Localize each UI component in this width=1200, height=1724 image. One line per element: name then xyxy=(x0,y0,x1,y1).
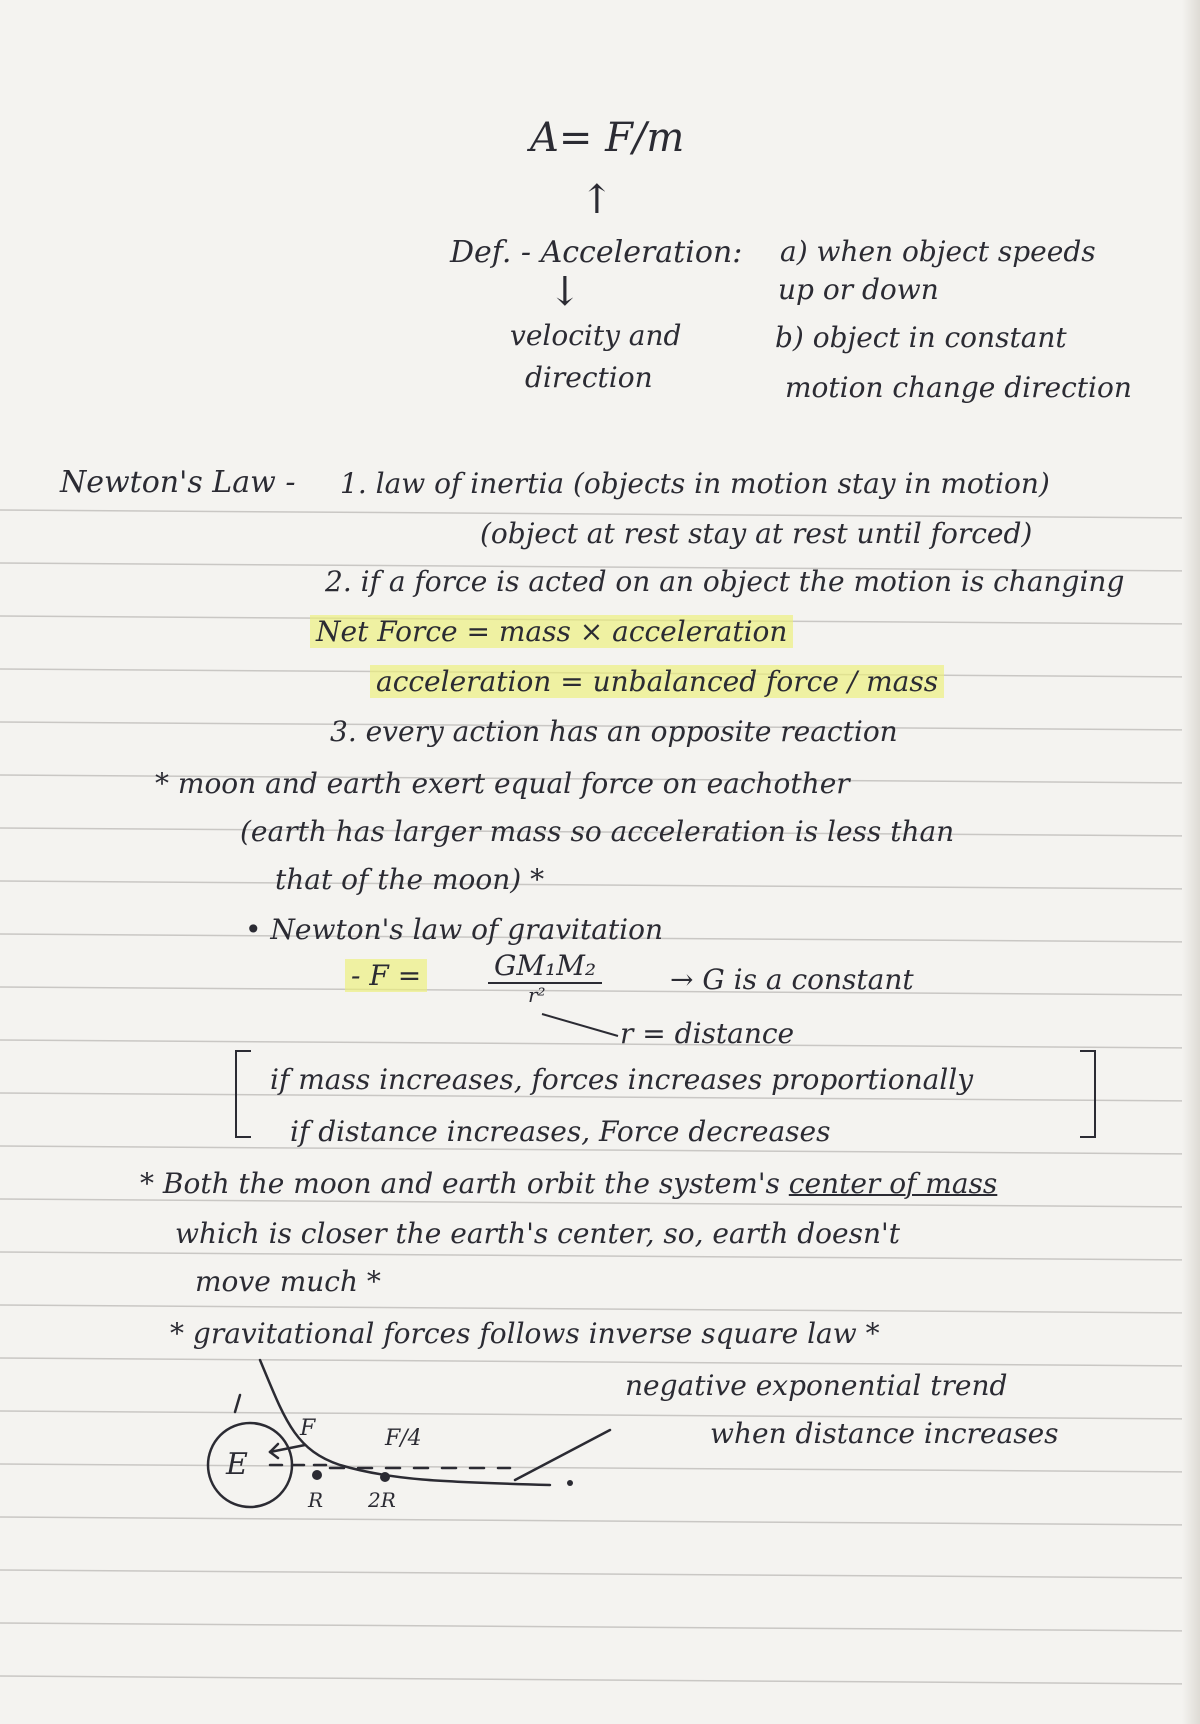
law-2: 2. if a force is acted on an object the motion is changing xyxy=(325,565,1125,598)
velocity-line2: direction xyxy=(525,361,653,394)
center-of-mass-underlined: center of mass xyxy=(788,1167,998,1200)
gravitation-formula-highlight: - F = xyxy=(345,959,427,992)
moon-note-line2: (earth has larger mass so acceleration is less than xyxy=(240,815,955,848)
gravitation-denominator: r² xyxy=(528,983,546,1007)
center-mass-line1-text: * Both the moon and earth orbit the system's xyxy=(140,1167,780,1200)
inverse-square-line: * gravitational forces follows inverse square law * xyxy=(170,1317,880,1350)
definition-b-line1: b) object in constant xyxy=(775,321,1067,354)
quarter-force-label: F/4 xyxy=(385,1426,422,1451)
gravitation-formula-prefix xyxy=(345,959,427,992)
r-pointer-line xyxy=(540,1010,620,1040)
radius-label: R xyxy=(308,1488,324,1512)
force-label: F xyxy=(300,1416,316,1441)
gravitation-heading: • Newton's law of gravitation xyxy=(245,913,664,946)
center-mass-line2: which is closer the earth's center, so, earth doesn't xyxy=(175,1217,900,1250)
proportion-line1: if mass increases, forces increases proportionally xyxy=(270,1063,974,1096)
double-radius-label: 2R xyxy=(368,1488,396,1512)
moon-note-line3: that of the moon) * xyxy=(275,863,545,896)
law-1-continued: (object at rest stay at rest until forced) xyxy=(480,517,1033,550)
page-edge-shadow xyxy=(1182,0,1200,1724)
definition-title: Def. - Acceleration: xyxy=(450,235,743,270)
moon-note-line1: * moon and earth exert equal force on eachother xyxy=(155,767,850,800)
trend-line2: when distance increases xyxy=(710,1417,1059,1450)
net-force-highlight: Net Force = mass × acceleration xyxy=(310,615,793,648)
law-3: 3. every action has an opposite reaction xyxy=(330,715,898,748)
center-mass-line3: move much * xyxy=(195,1265,381,1298)
velocity-line1: velocity and xyxy=(510,319,682,352)
center-mass-line1 xyxy=(140,1167,998,1200)
definition-b-line2: motion change direction xyxy=(785,371,1132,404)
earth-label: E xyxy=(226,1447,248,1482)
law-1: 1. law of inertia (objects in motion stay in motion) xyxy=(340,467,1050,500)
r-distance-note: r = distance xyxy=(620,1017,795,1050)
proportion-line2: if distance increases, Force decreases xyxy=(290,1115,831,1148)
net-force-equation xyxy=(310,615,793,648)
acceleration-equation xyxy=(370,665,944,698)
arrow-down-icon: ↓ xyxy=(548,269,582,315)
trend-line1: negative exponential trend xyxy=(625,1369,1008,1402)
gravitation-numerator: GM₁M₂ xyxy=(488,952,602,984)
definition-a-line2: up or down xyxy=(778,273,939,306)
acceleration-formula: A= F/m xyxy=(530,115,685,161)
arrow-up-icon: ↑ xyxy=(580,177,614,223)
definition-a-line1: a) when object speeds xyxy=(780,235,1096,268)
inverse-square-diagram xyxy=(180,1340,620,1530)
right-bracket xyxy=(1080,1050,1096,1138)
g-constant-note: → G is a constant xyxy=(670,963,914,996)
left-bracket xyxy=(235,1050,251,1138)
newton-law-heading: Newton's Law - xyxy=(60,465,296,500)
acceleration-highlight: acceleration = unbalanced force / mass xyxy=(370,665,944,698)
